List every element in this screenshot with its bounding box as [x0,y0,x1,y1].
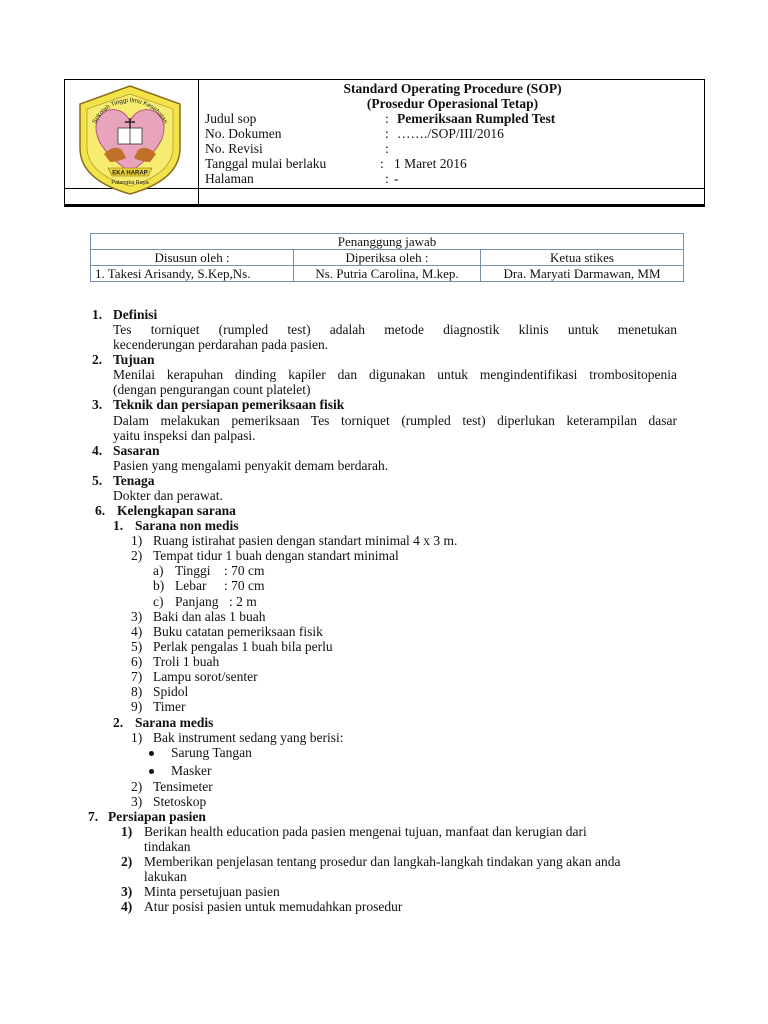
s6-sub2-num: 2. [113,715,124,730]
s5-title: Tenaga [113,473,155,488]
cell-diperiksa: Ns. Putria Carolina, M.kep. [294,266,481,282]
nm-item-9-num: 9) [131,699,143,714]
nm-item-2-num: 2) [131,548,143,563]
s3-text-2: yaitu inspeksi dan palpasi. [113,428,256,443]
cell-ketua: Dra. Maryati Darmawan, MM [481,266,684,282]
s5-num: 5. [92,473,103,488]
s4-num: 4. [92,443,103,458]
s6-sub1-num: 1. [113,518,124,533]
bed-b-value: : 70 cm [224,578,265,593]
s7-item-1-num: 1) [121,824,133,839]
logo-top-text: Sekolah Tinggi Ilmu Kesehatan [91,97,169,125]
s2-title: Tujuan [113,352,155,367]
m-item-2-num: 2) [131,779,143,794]
nm-item-5-num: 5) [131,639,143,654]
s4-text: Pasien yang mengalami penyakit demam berdarah. [113,458,389,473]
bed-a-label: Tinggi [175,563,211,578]
bullet-dot-icon [149,769,154,774]
s7-item-2-num: 2) [121,854,133,869]
nm-item-7: Lampu sorot/senter [153,669,258,684]
s7-item-1-line1: Berikan health education pada pasien mengenai tujuan, manfaat dan kerugian dari [144,824,587,839]
bed-c-label: Panjang [175,594,219,609]
m-item-3-num: 3) [131,794,143,809]
s6-sub1-title: Sarana non medis [135,518,239,533]
bed-a-num: a) [153,563,164,578]
doc-subtitle: (Prosedur Operasional Tetap) [366,96,539,111]
nm-item-1: Ruang istirahat pasien dengan standart minimal 4 x 3 m. [153,533,458,548]
s7-item-1-line2: tindakan [144,839,191,854]
cell-disusun: 1. Takesi Arisandy, S.Kep,Ns. [91,266,294,282]
responsible-table [90,233,684,282]
nm-item-9: Timer [153,699,186,714]
nm-item-5: Perlak pengalas 1 buah bila perlu [153,639,333,654]
bed-b-label: Lebar [175,578,207,593]
col-ketua: Ketua stikes [481,250,684,266]
nm-item-6-num: 6) [131,654,143,669]
logo-ribbon-text: EKA HARAP [112,170,148,177]
s1-title: Definisi [113,307,158,322]
nm-item-8: Spidol [153,684,189,699]
nm-item-1-num: 1) [131,533,143,548]
col-disusun: Disusun oleh : [91,250,294,266]
institution-logo [74,84,186,196]
s6-num: 6. [95,503,106,518]
s5-text: Dokter dan perawat. [113,488,223,503]
s1-text-1: Tes torniquet (rumpled test) adalah metode diagnostik klinis untuk menetukan [113,322,677,337]
s7-item-2-line1: Memberikan penjelasan tentang prosedur dan langkah-langkah tindakan yang akan anda [144,854,621,869]
s2-text-1: Menilai kerapuhan dinding kapiler dan digunakan untuk mengindentifikasi trombositopenia [113,367,677,382]
nm-item-3: Baki dan alas 1 buah [153,609,266,624]
s1-text-2: kecenderungan perdarahan pada pasien. [113,337,329,352]
s6-title: Kelengkapan sarana [117,503,236,518]
bullet-dot-icon [149,751,154,756]
m-item-1-num: 1) [131,730,143,745]
s7-title: Persiapan pasien [108,809,206,824]
m-item-2: Tensimeter [153,779,213,794]
s7-item-4: Atur posisi pasien untuk memudahkan prosedur [144,899,403,914]
s6-sub2-title: Sarana medis [135,715,214,730]
s7-num: 7. [88,809,99,824]
nm-item-3-num: 3) [131,609,143,624]
s1-num: 1. [92,307,103,322]
col-diperiksa: Diperiksa oleh : [294,250,481,266]
bed-c-value: : 2 m [229,594,257,609]
s3-num: 3. [92,397,103,412]
s2-num: 2. [92,352,103,367]
bed-a-value: : 70 cm [224,563,265,578]
s4-title: Sasaran [113,443,160,458]
nm-item-2: Tempat tidur 1 buah dengan standart minimal [153,548,399,563]
nm-item-4: Buku catatan pemeriksaan fisik [153,624,323,639]
bed-b-num: b) [153,578,165,593]
doc-title: Standard Operating Procedure (SOP) [343,81,562,96]
s3-title: Teknik dan persiapan pemeriksaan fisik [113,397,345,412]
bullet-item-2: Masker [171,763,212,778]
s3-text-1: Dalam melakukan pemeriksaan Tes torniquet (rumpled test) diperlukan keterampilan dasar [113,413,677,428]
nm-item-8-num: 8) [131,684,143,699]
nm-item-6: Troli 1 buah [153,654,220,669]
nm-item-4-num: 4) [131,624,143,639]
s2-text-2: (dengan pengurangan count platelet) [113,382,311,397]
s7-item-4-num: 4) [121,899,133,914]
s7-item-3: Minta persetujuan pasien [144,884,280,899]
bed-c-num: c) [153,594,164,609]
m-item-3: Stetoskop [153,794,207,809]
logo-bottom-text: Palangka Raya [111,180,149,186]
s7-item-3-num: 3) [121,884,133,899]
responsible-title: Penanggung jawab [91,234,684,250]
m-item-1: Bak instrument sedang yang berisi: [153,730,344,745]
bullet-item-1: Sarung Tangan [171,745,252,760]
s7-item-2-line2: lakukan [144,869,187,884]
nm-item-7-num: 7) [131,669,143,684]
